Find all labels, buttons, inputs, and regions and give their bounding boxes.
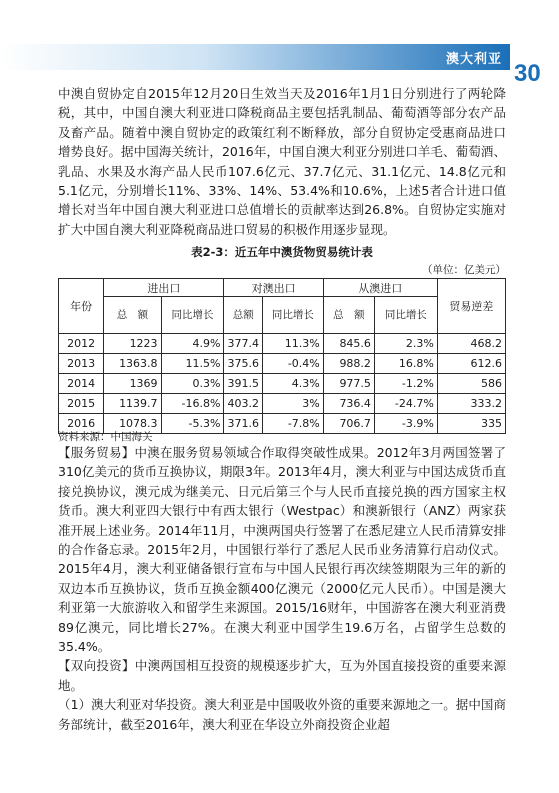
cell-balance: 586 (437, 374, 505, 394)
cell-ex-yoy: 4.3% (262, 374, 323, 394)
cell-ie-yoy: 4.9% (161, 334, 224, 354)
cell-im-yoy: -3.9% (374, 414, 437, 434)
cell-balance: 612.6 (437, 354, 505, 374)
cell-ex-total: 375.6 (224, 354, 263, 374)
header-export-to-au: 对澳出口 (224, 279, 323, 297)
subheader-total: 总额 (224, 297, 263, 334)
cell-ex-yoy: -0.4% (262, 354, 323, 374)
header-balance: 贸易逆差 (437, 279, 505, 334)
cell-ie-total: 1363.8 (104, 354, 161, 374)
paragraph-service-trade: 【服务贸易】中澳在服务贸易领域合作取得突破性成果。2012年3月两国签署了310亿美元的货币互换协议，期限3年。2013年4月，澳大利亚与中国达成货币直接兑换协议，澳元成为继美元、日元后第三个与人民币直接兑换的西方国家主权货币。澳大利亚四大银行中有西太银行（Westpac）和澳新银行（ANZ）两家获准开展上述业务。2014年11月，中澳两国央行签署了在悉尼建立人民币清算安排的合作备忘录。2015年2月，中国银行举行了悉尼人民币业务清算行启动仪式。2015年4月，澳大利亚储备银行宣布与中国人民银行再次续签期限为三年的新的双边本币互换协议，货币互换金额400亿澳元（2000亿元人民币）。中国是澳大利亚第一大旅游收入和留学生来源国。2015/16财年，中国游客在澳大利亚消费89亿澳元，同比增长27%。在澳大利亚中国学生19.6万名，占留学生总数的35.4%。 (58, 445, 506, 655)
header-import-export: 进出口 (104, 279, 224, 297)
cell-ex-yoy: -7.8% (262, 414, 323, 434)
header-import-from-au: 从澳进口 (323, 279, 437, 297)
cell-im-total: 845.6 (323, 334, 374, 354)
header-label: 澳大利亚 (445, 52, 502, 67)
cell-im-total: 977.5 (323, 374, 374, 394)
table-source: 资料来源：中国海关 (58, 431, 153, 443)
cell-im-yoy: 2.3% (374, 334, 437, 354)
subheader-total: 总 额 (104, 297, 161, 334)
subheader-yoy: 同比增长 (374, 297, 437, 334)
cell-ex-yoy: 11.3% (262, 334, 323, 354)
cell-balance: 333.2 (437, 394, 505, 414)
table-row (59, 394, 506, 414)
paragraph-au-investment: （1）澳大利亚对华投资。澳大利亚是中国吸收外资的重要来源地之一。据中国商务部统计，截至2016年，澳大利亚在华设立外商投资企业超 (58, 697, 506, 732)
cell-ex-total: 391.5 (224, 374, 263, 394)
cell-ie-total: 1139.7 (104, 394, 161, 414)
cell-im-yoy: 16.8% (374, 354, 437, 374)
cell-ex-total: 377.4 (224, 334, 263, 354)
table-row (59, 374, 506, 394)
cell-year: 2016 (59, 414, 104, 434)
cell-year: 2013 (59, 354, 104, 374)
trade-table (58, 278, 506, 434)
cell-ie-yoy: 11.5% (161, 354, 224, 374)
table-title: 表2-3：近五年中澳货物贸易统计表 (191, 245, 373, 259)
cell-year: 2014 (59, 374, 104, 394)
paragraph-investment: 【双向投资】中澳两国相互投资的规模逐步扩大，互为外国直接投资的重要来源地。 (58, 658, 506, 693)
table-unit: （单位：亿美元） (422, 264, 506, 276)
cell-ie-total: 1078.3 (104, 414, 161, 434)
subheader-yoy: 同比增长 (161, 297, 224, 334)
cell-balance: 468.2 (437, 334, 505, 354)
intro-paragraph: 中澳自贸协定自2015年12月20日生效当天及2016年1月1日分别进行了两轮降税，其中，中国自澳大利亚进口降税商品主要包括乳制品、葡萄酒等部分农产品及畜产品。随着中澳自贸协定的政策红利不断释放，部分自贸协定受惠商品进口增势良好。据中国海关统计，2016年，中国自澳大利亚分别进口羊毛、葡萄酒、乳品、水果及水海产品人民币107.6亿元、37.7亿元、31.1亿元、14.8亿元和5.1亿元，分别增长11%、33%、14%、53.4%和10.6%，上述5者合计进口值增长对当年中国自澳大利亚进口总值增长的贡献率达到26.8%。自贸协定实施对扩大中国自澳大利亚降税商品进口贸易的积极作用逐步显现。 (58, 86, 506, 237)
cell-ie-yoy: -5.3% (161, 414, 224, 434)
subheader-total: 总 额 (323, 297, 374, 334)
cell-ie-total: 1369 (104, 374, 161, 394)
cell-im-total: 706.7 (323, 414, 374, 434)
cell-year: 2015 (59, 394, 104, 414)
cell-im-total: 988.2 (323, 354, 374, 374)
cell-balance: 335 (437, 414, 505, 434)
cell-ie-total: 1223 (104, 334, 161, 354)
header-bar (0, 44, 510, 70)
cell-ex-total: 371.6 (224, 414, 263, 434)
subheader-yoy: 同比增长 (262, 297, 323, 334)
cell-ie-yoy: 0.3% (161, 374, 224, 394)
cell-im-yoy: -1.2% (374, 374, 437, 394)
cell-year: 2012 (59, 334, 104, 354)
page-number: 30 (514, 60, 541, 87)
table-row (59, 334, 506, 354)
cell-ex-total: 403.2 (224, 394, 263, 414)
cell-ex-yoy: 3% (262, 394, 323, 414)
cell-im-total: 736.4 (323, 394, 374, 414)
body-text (58, 443, 506, 734)
header-year: 年份 (59, 279, 104, 334)
cell-ie-yoy: -16.8% (161, 394, 224, 414)
cell-im-yoy: -24.7% (374, 394, 437, 414)
table-row (59, 354, 506, 374)
